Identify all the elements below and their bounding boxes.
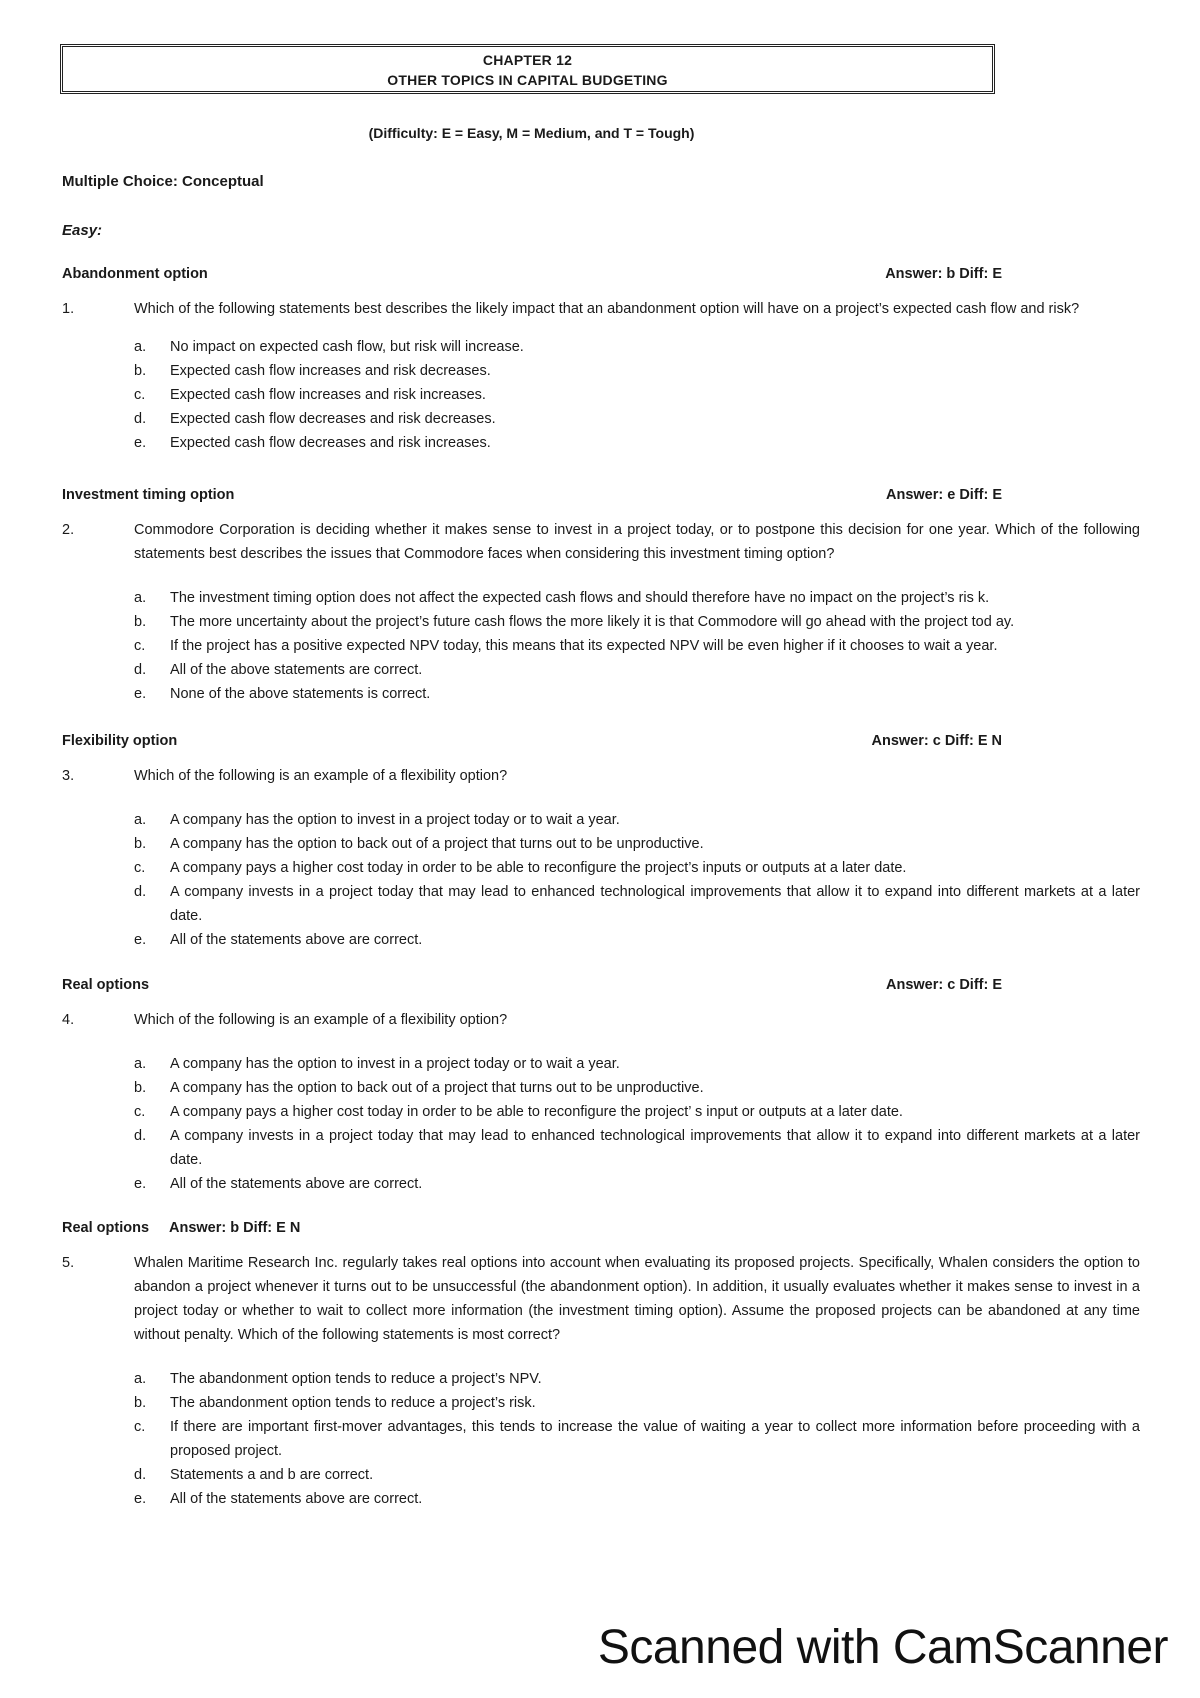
- option-d: d. A company invests in a project today that may lead to enhanced technological improvements that allow it to expand into different markets at a later date.: [134, 884, 1140, 924]
- question-text: Which of the following is an example of a flexibility option?: [134, 1012, 508, 1028]
- option-c: c. A company pays a higher cost today in order to be able to reconfigure the project’s inputs or outputs at a later date.: [134, 860, 907, 876]
- option-b: b. Expected cash flow increases and risk decreases.: [134, 363, 491, 379]
- question-header: [62, 977, 1142, 997]
- answer-options: [134, 808, 1140, 952]
- question-body: [62, 1251, 1142, 1347]
- chapter-number: CHAPTER 12: [482, 52, 573, 68]
- question-topic: Real options Answer: b Diff: E N: [62, 1220, 301, 1236]
- option-a: a. The investment timing option does not affect the expected cash flows and should therefore have no impact on the project’s ris k.: [134, 590, 990, 606]
- option-e: e. All of the statements above are correct.: [134, 932, 423, 948]
- option-a: a. The abandonment option tends to reduce a project’s NPV.: [134, 1371, 542, 1387]
- option-c: c. If the project has a positive expected NPV today, this means that its expected NPV will be even higher if it chooses to wait a year.: [134, 638, 998, 654]
- question-5: [62, 1220, 1142, 1511]
- question-topic: Abandonment option: [62, 266, 208, 282]
- question-topic: Investment timing option: [62, 487, 235, 503]
- option-d: d. Statements a and b are correct.: [134, 1467, 374, 1483]
- difficulty-level-heading: Easy:: [62, 222, 103, 239]
- option-a: a. No impact on expected cash flow, but risk will increase.: [134, 339, 524, 355]
- question-header: [62, 1220, 1142, 1240]
- question-number: 5.: [62, 1255, 75, 1271]
- answer-options: [134, 1052, 1140, 1196]
- answer-options: [134, 335, 1140, 455]
- question-body: [62, 518, 1142, 566]
- question-header: [62, 487, 1142, 507]
- answer-options: [134, 1367, 1140, 1511]
- question-body: [62, 1008, 1142, 1032]
- question-number: 2.: [62, 522, 75, 538]
- option-e: e. All of the statements above are correct.: [134, 1176, 423, 1192]
- question-text: Which of the following statements best describes the likely impact that an abandonment option will have on a project’s expected cash flow and risk?: [134, 301, 1080, 317]
- question-header: [62, 266, 1142, 286]
- question-body: [62, 297, 1142, 321]
- option-a: a. A company has the option to invest in a project today or to wait a year.: [134, 1056, 620, 1072]
- option-c: c. Expected cash flow increases and risk increases.: [134, 387, 486, 403]
- question-text: Commodore Corporation is deciding whether it makes sense to invest in a project today, or to postpone this decision for one year. Which of the following statements best describes the issues that Commodore faces when considering this investment timing option?: [134, 522, 1140, 562]
- chapter-title-box: [60, 44, 995, 94]
- option-c: c. A company pays a higher cost today in order to be able to reconfigure the project’ s input or outputs at a later date.: [134, 1104, 903, 1120]
- option-c: c. If there are important first-mover advantages, this tends to increase the value of waiting a year to collect more information before proceeding with a proposed project.: [134, 1419, 1140, 1459]
- option-e: e. None of the above statements is correct.: [134, 686, 431, 702]
- question-text: Which of the following is an example of a flexibility option?: [134, 768, 508, 784]
- option-b: b. The more uncertainty about the project’s future cash flows the more likely it is that Commodore will go ahead with the project tod ay.: [134, 614, 1015, 630]
- question-1: [62, 266, 1142, 455]
- answer-options: [134, 586, 1140, 706]
- question-text: Whalen Maritime Research Inc. regularly takes real options into account when evaluating its proposed projects. Specifically, Whalen considers the option to abandon a project whenever it turns out to be unsuccessful (the abandonment option). In addition, it usually evaluates whether it makes sense to invest in a project today or whether to wait to collect more information (the investment timing option). Assume the proposed projects can be abandoned at any time without penalty. Which of the following statements is most correct?: [134, 1255, 1140, 1343]
- option-e: e. All of the statements above are correct.: [134, 1491, 423, 1507]
- answer-key: Answer: b Diff: E N: [169, 1220, 301, 1236]
- option-e: e. Expected cash flow decreases and risk increases.: [134, 435, 491, 451]
- section-heading: Multiple Choice: Conceptual: [62, 173, 264, 190]
- question-number: 1.: [62, 301, 75, 317]
- chapter-title: OTHER TOPICS IN CAPITAL BUDGETING: [387, 72, 668, 88]
- difficulty-legend: (Difficulty: E = Easy, M = Medium, and T = Tough): [368, 125, 695, 141]
- answer-key: Answer: b Diff: E: [885, 266, 1002, 282]
- answer-key: Answer: c Diff: E N: [871, 733, 1002, 749]
- camscanner-watermark: Scanned with CamScanner: [597, 1621, 1168, 1674]
- question-topic: Real options: [62, 977, 150, 993]
- answer-key: Answer: e Diff: E: [885, 487, 1002, 503]
- question-topic: Flexibility option: [62, 733, 178, 749]
- answer-key: Answer: c Diff: E: [885, 977, 1002, 993]
- option-a: a. A company has the option to invest in a project today or to wait a year.: [134, 812, 620, 828]
- question-body: [62, 764, 1142, 788]
- question-header: [62, 733, 1142, 753]
- option-d: d. A company invests in a project today that may lead to enhanced technological improvements that allow it to expand into different markets at a later date.: [134, 1128, 1140, 1168]
- question-2: [62, 487, 1142, 706]
- option-d: d. Expected cash flow decreases and risk decreases.: [134, 411, 496, 427]
- option-b: b. The abandonment option tends to reduce a project’s risk.: [134, 1395, 536, 1411]
- question-4: [62, 977, 1142, 1196]
- question-number: 4.: [62, 1012, 75, 1028]
- option-d: d. All of the above statements are correct.: [134, 662, 423, 678]
- question-3: [62, 733, 1142, 952]
- option-b: b. A company has the option to back out of a project that turns out to be unproductive.: [134, 836, 704, 852]
- question-number: 3.: [62, 768, 75, 784]
- option-b: b. A company has the option to back out of a project that turns out to be unproductive.: [134, 1080, 704, 1096]
